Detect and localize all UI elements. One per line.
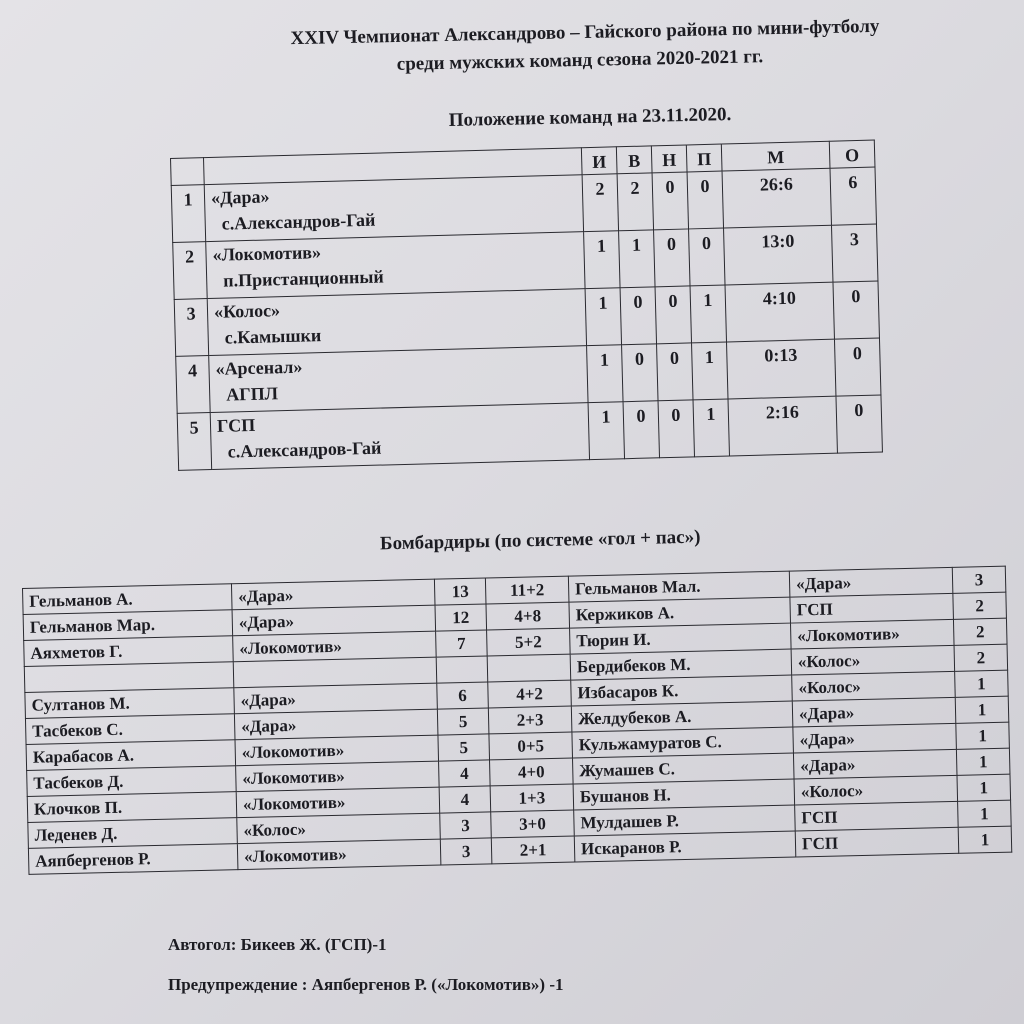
scorer-team: «Дара» [792,697,956,727]
scorer-name: Султанов М. [25,688,235,719]
losses-cell: 1 [690,285,726,343]
team-position: 1 [171,185,205,243]
scorer-name: Бердибеков М. [570,649,792,680]
scorer-name: Желдубеков А. [571,701,793,732]
draws-cell: 0 [652,172,688,230]
scorer-name: Избасаров К. [571,675,793,706]
scorer-total: 1 [955,696,1009,723]
wins-cell: 0 [622,344,658,402]
goals-cell: 13:0 [724,225,833,285]
standings-header-cell: И [581,147,617,175]
scorer-name: Искаранов Р. [574,831,796,862]
standings-table [170,140,883,471]
scorer-goals-assists: 2+1 [491,836,575,864]
team-place: с.Камышки [224,325,322,348]
team-name: ГСП [216,414,256,436]
scorer-name: Кульжамуратов С. [572,727,794,758]
scorer-name: Бушанов Н. [573,779,795,810]
scorer-total: 5 [438,734,490,761]
scorer-total: 1 [958,826,1012,853]
scorer-name: Карабасов А. [26,740,236,771]
scorer-goals-assists: 0+5 [489,732,573,760]
standings-table-container [170,140,883,471]
losses-cell: 1 [692,342,728,400]
scorer-total: 3 [440,812,492,839]
draws-cell: 0 [658,400,694,458]
scorer-team: ГСП [795,801,959,831]
scorer-goals-assists: 4+8 [486,602,570,630]
scorer-total: 7 [436,630,488,657]
scorer-team: «Дара» [789,567,953,597]
draws-cell: 0 [655,286,691,344]
team-name: «Колос» [213,300,281,322]
scorer-name: Жумашев С. [572,753,794,784]
team-name: «Локомотив» [212,242,322,265]
team-cell [209,346,588,413]
scorer-name: Клочков П. [27,792,237,823]
standings-header-cell: М [721,141,830,171]
scorer-goals-assists: 2+3 [488,706,572,734]
points-cell: 3 [831,224,877,282]
scorer-team: «Дара» [793,723,957,753]
scorer-name: Аяпбергенов Р. [28,844,238,875]
scorer-team: «Локомотив» [235,735,439,766]
scorers-table [22,566,1012,875]
own-goal-note: Автогол: Бикеев Ж. (ГСП)-1 [168,935,387,954]
losses-cell: 1 [693,399,729,457]
standings-header-cell: В [616,146,652,174]
team-cell [204,175,583,242]
team-cell [206,232,585,299]
team-place: с.Александров-Гай [227,437,382,462]
scorer-goals-assists: 4+0 [490,758,574,786]
points-cell: 0 [836,395,882,453]
scorer-total: 1 [956,748,1010,775]
scorer-total: 4 [439,786,491,813]
scorer-team: «Локомотив» [233,631,437,662]
goals-cell: 4:10 [725,282,834,342]
scorer-total: 2 [953,618,1007,645]
standings-header-cell: О [829,140,875,168]
standings-heading: Положение команд на 23.11.2020. [448,104,732,131]
scorer-team: «Дара» [234,709,438,740]
scorer-name: Аяхметов Г. [24,636,234,667]
team-place: п.Пристанционный [222,266,385,291]
draws-cell: 0 [654,229,690,287]
losses-cell: 0 [689,228,725,286]
team-position: 2 [173,242,207,300]
games-played-cell: 1 [585,288,621,346]
scorer-total: 2 [953,592,1007,619]
scorer-team: «Дара» [232,605,436,636]
scorer-team: «Дара» [234,683,438,714]
scorer-goals-assists: 1+3 [490,784,574,812]
document-subtitle: среди мужских команд сезона 2020-2021 гг. [396,46,764,75]
scorer-total: 1 [956,722,1010,749]
team-cell [210,403,589,470]
scorer-name: Тюрин И. [570,623,792,654]
scorer-total: 3 [952,566,1006,593]
scorer-goals-assists [487,654,571,682]
goals-cell: 2:16 [728,396,837,456]
scorer-name: Тасбеков С. [25,714,235,745]
scorer-total: 13 [434,578,486,605]
points-cell: 0 [833,281,879,339]
scorer-total: 3 [440,838,492,865]
document-title: XXIV Чемпионат Александрово – Гайского района по мини-футболу [290,15,880,50]
games-played-cell: 1 [588,402,624,460]
games-played-cell: 2 [582,174,618,232]
points-cell: 0 [834,338,880,396]
scorer-goals-assists: 5+2 [487,628,571,656]
scorer-team: ГСП [795,827,959,857]
points-cell: 6 [830,167,876,225]
scorer-total: 1 [958,800,1012,827]
scorer-team: ГСП [790,593,954,623]
games-played-cell: 1 [584,231,620,289]
scorer-name: Гельманов А. [23,584,233,615]
scorer-name: Гельманов Мар. [23,610,233,641]
scorer-team: «Локомотив» [236,761,440,792]
scorer-total: 1 [957,774,1011,801]
scorer-goals-assists: 4+2 [488,680,572,708]
scorer-name: Мулдашев Р. [574,805,796,836]
goals-cell: 0:13 [727,339,836,399]
scorer-team: «Локомотив» [790,619,954,649]
scorer-name: Кержиков А. [569,597,791,628]
scorer-team: «Локомотив» [236,787,440,818]
scorer-team: «Дара» [793,749,957,779]
draws-cell: 0 [657,343,693,401]
team-position: 4 [176,356,210,414]
team-place: АГПЛ [225,383,279,405]
scorer-team: «Колос» [237,813,441,844]
scorer-team: «Колос» [792,671,956,701]
team-name: «Дара» [210,186,270,208]
scorer-name: Тасбеков Д. [27,766,237,797]
standings-header-cell: П [686,144,722,172]
wins-cell: 0 [623,401,659,459]
goals-cell: 26:6 [722,168,831,228]
scorers-heading: Бомбардиры (по системе «гол + пас») [379,526,701,555]
scorer-total: 6 [437,682,489,709]
scorer-name: Гельманов Мал. [568,571,790,602]
scorer-team: «Локомотив» [237,839,441,870]
scorer-team: «Дара» [231,579,435,610]
scorers-table-container [22,566,1012,875]
wins-cell: 0 [620,287,656,345]
wins-cell: 1 [619,230,655,288]
scorer-total: 12 [435,604,487,631]
scorer-goals-assists: 3+0 [491,810,575,838]
scorer-name: Леденев Д. [28,818,238,849]
losses-cell: 0 [687,171,723,229]
scorer-total: 1 [955,670,1009,697]
warning-note: Предупреждение : Аяпбергенов Р. («Локомотив») -1 [168,975,564,994]
team-cell [207,289,586,356]
header-blank-cell [171,158,205,186]
scorer-total [436,656,488,683]
team-name: «Арсенал» [215,356,303,379]
standings-header-cell: Н [651,145,687,173]
team-position: 3 [174,299,208,357]
team-position: 5 [177,413,211,471]
scorer-total: 5 [437,708,489,735]
scorer-total: 2 [954,644,1008,671]
scorer-total: 4 [439,760,491,787]
games-played-cell: 1 [587,345,623,403]
scorer-team: «Колос» [794,775,958,805]
scorer-team: «Колос» [791,645,955,675]
scorer-goals-assists: 11+2 [485,576,569,604]
wins-cell: 2 [617,173,653,231]
team-place: с.Александров-Гай [221,209,376,234]
